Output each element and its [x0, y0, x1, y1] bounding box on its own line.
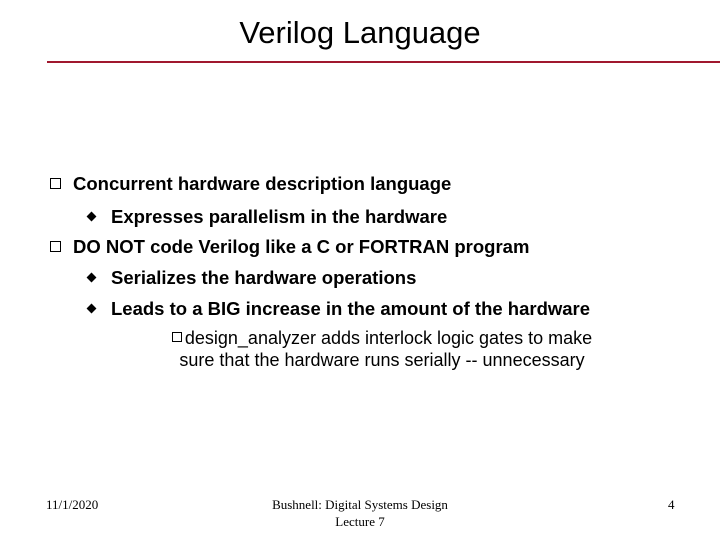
bullet-text: Concurrent hardware description language — [73, 173, 452, 194]
sub-sub-bullet-text-line1: design_analyzer adds interlock logic gates to make — [184, 328, 593, 348]
diamond-bullet-icon — [87, 272, 97, 282]
slide-title: Verilog Language — [239, 15, 481, 50]
sub-bullet-text: Serializes the hardware operations — [111, 267, 417, 288]
footer-course — [210, 496, 510, 530]
square-bullet-icon — [172, 332, 182, 342]
diamond-bullet-icon — [87, 211, 97, 221]
square-bullet-icon — [50, 178, 61, 189]
bullet-item — [50, 236, 529, 258]
footer-date: 11/1/2020 — [46, 497, 99, 512]
page-number: 4 — [668, 497, 675, 512]
footer-course-line2: Lecture 7 — [335, 514, 385, 529]
diamond-bullet-icon — [87, 303, 97, 313]
square-bullet-icon — [50, 241, 61, 252]
sub-sub-bullet-text-line2: sure that the hardware runs serially -- unnecessary — [179, 350, 585, 370]
sub-bullet-item — [86, 298, 590, 320]
sub-sub-bullet-line — [122, 327, 642, 349]
sub-sub-bullet-item — [122, 327, 642, 371]
sub-bullet-item — [86, 206, 447, 228]
sub-bullet-text: Leads to a BIG increase in the amount of the hardware — [111, 298, 591, 319]
sub-bullet-item — [86, 267, 416, 289]
sub-bullet-text: Expresses parallelism in the hardware — [111, 206, 448, 227]
footer-course-line1: Bushnell: Digital Systems Design — [272, 497, 448, 512]
bullet-item — [50, 173, 451, 195]
bullet-text: DO NOT code Verilog like a C or FORTRAN program — [73, 236, 530, 257]
